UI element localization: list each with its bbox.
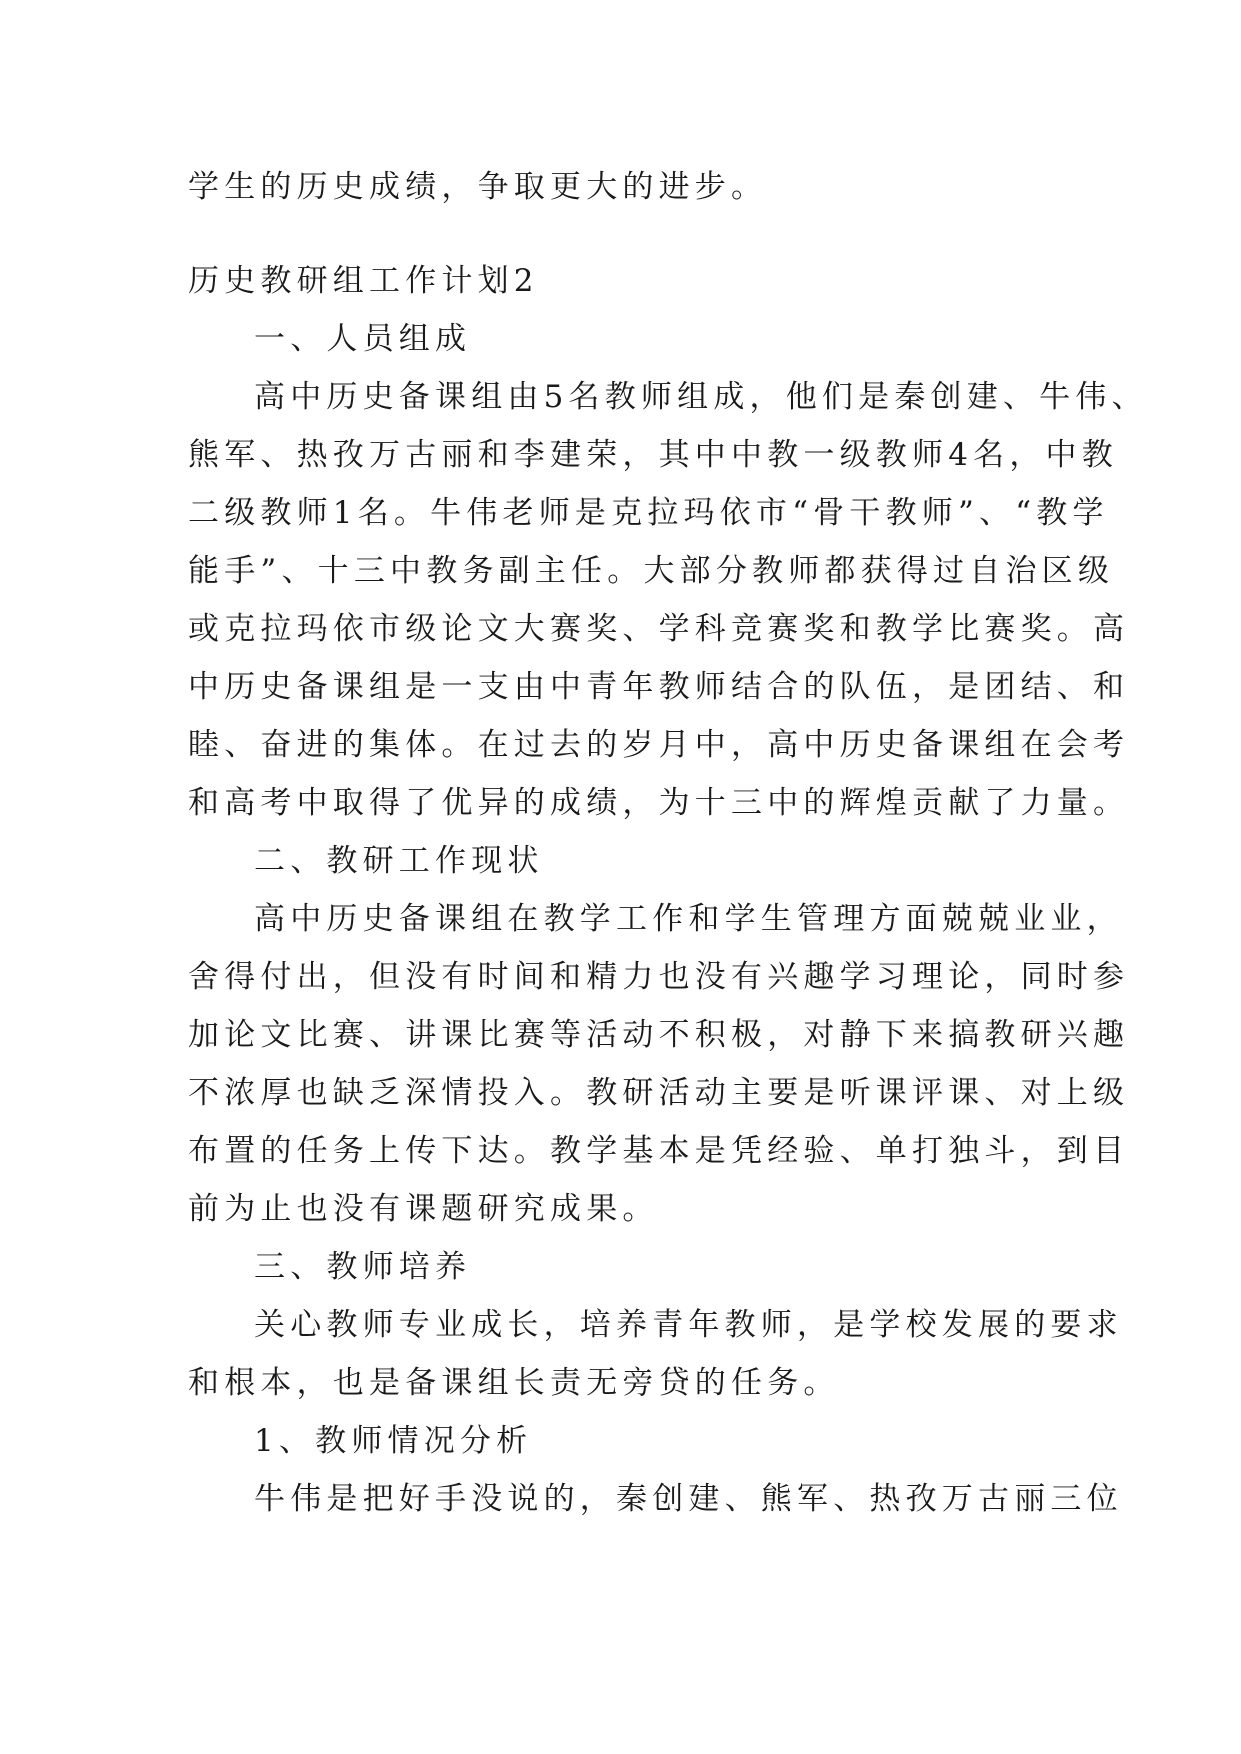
section3-paragraph xyxy=(188,1296,1123,1412)
paragraph-line: 高中历史备课组由5名教师组成，他们是秦创建、牛伟、 xyxy=(254,379,1148,415)
paragraph-line: 前为止也没有课题研究成果。 xyxy=(188,1191,659,1227)
paragraph-line: 高中历史备课组在教学工作和学生管理方面兢兢业业， xyxy=(254,901,1123,937)
paragraph-line: 能手”、十三中教务副主任。大部分教师都获得过自治区级 xyxy=(188,553,1115,589)
paragraph-line: 睦、奋进的集体。在过去的岁月中，高中历史备课组在会考 xyxy=(188,727,1130,763)
paragraph-line: 加论文比赛、讲课比赛等活动不积极，对静下来搞教研兴趣 xyxy=(188,1017,1130,1053)
section1-paragraph xyxy=(188,368,1148,832)
paragraph-line: 二级教师1名。牛伟老师是克拉玛依市“骨干教师”、“教学 xyxy=(188,495,1109,531)
paragraph-line: 布置的任务上传下达。教学基本是凭经验、单打独斗，到目 xyxy=(188,1133,1130,1169)
paragraph-line: 或克拉玛依市级论文大赛奖、学科竞赛奖和教学比赛奖。高 xyxy=(188,611,1130,647)
paragraph-line: 舍得付出，但没有时间和精力也没有兴趣学习理论，同时参 xyxy=(188,959,1130,995)
carryover-line: 学生的历史成绩，争取更大的进步。 xyxy=(188,169,768,205)
section1-heading: 一、人员组成 xyxy=(254,321,472,357)
paragraph-line: 关心教师专业成长，培养青年教师，是学校发展的要求 xyxy=(254,1307,1123,1343)
paragraph-gap xyxy=(188,216,1058,252)
paragraph-line: 中历史备课组是一支由中青年教师结合的队伍，是团结、和 xyxy=(188,669,1130,705)
document-title: 历史教研组工作计划2 xyxy=(188,263,539,299)
section2-paragraph xyxy=(188,890,1130,1238)
document-page xyxy=(188,158,1148,1528)
paragraph-line: 牛伟是把好手没说的，秦创建、熊军、热孜万古丽三位 xyxy=(254,1481,1123,1517)
paragraph-line: 和根本，也是备课组长责无旁贷的任务。 xyxy=(188,1365,840,1401)
subsection1-heading: 1、教师情况分析 xyxy=(254,1423,533,1459)
subsection1-paragraph xyxy=(188,1470,1123,1528)
paragraph-line: 和高考中取得了优异的成绩，为十三中的辉煌贡献了力量。 xyxy=(188,785,1130,821)
section3-heading: 三、教师培养 xyxy=(254,1249,472,1285)
paragraph-line: 熊军、热孜万古丽和李建荣，其中中教一级教师4名，中教 xyxy=(188,437,1118,473)
section2-heading: 二、教研工作现状 xyxy=(254,843,544,879)
paragraph-line: 不浓厚也缺乏深情投入。教研活动主要是听课评课、对上级 xyxy=(188,1075,1130,1111)
